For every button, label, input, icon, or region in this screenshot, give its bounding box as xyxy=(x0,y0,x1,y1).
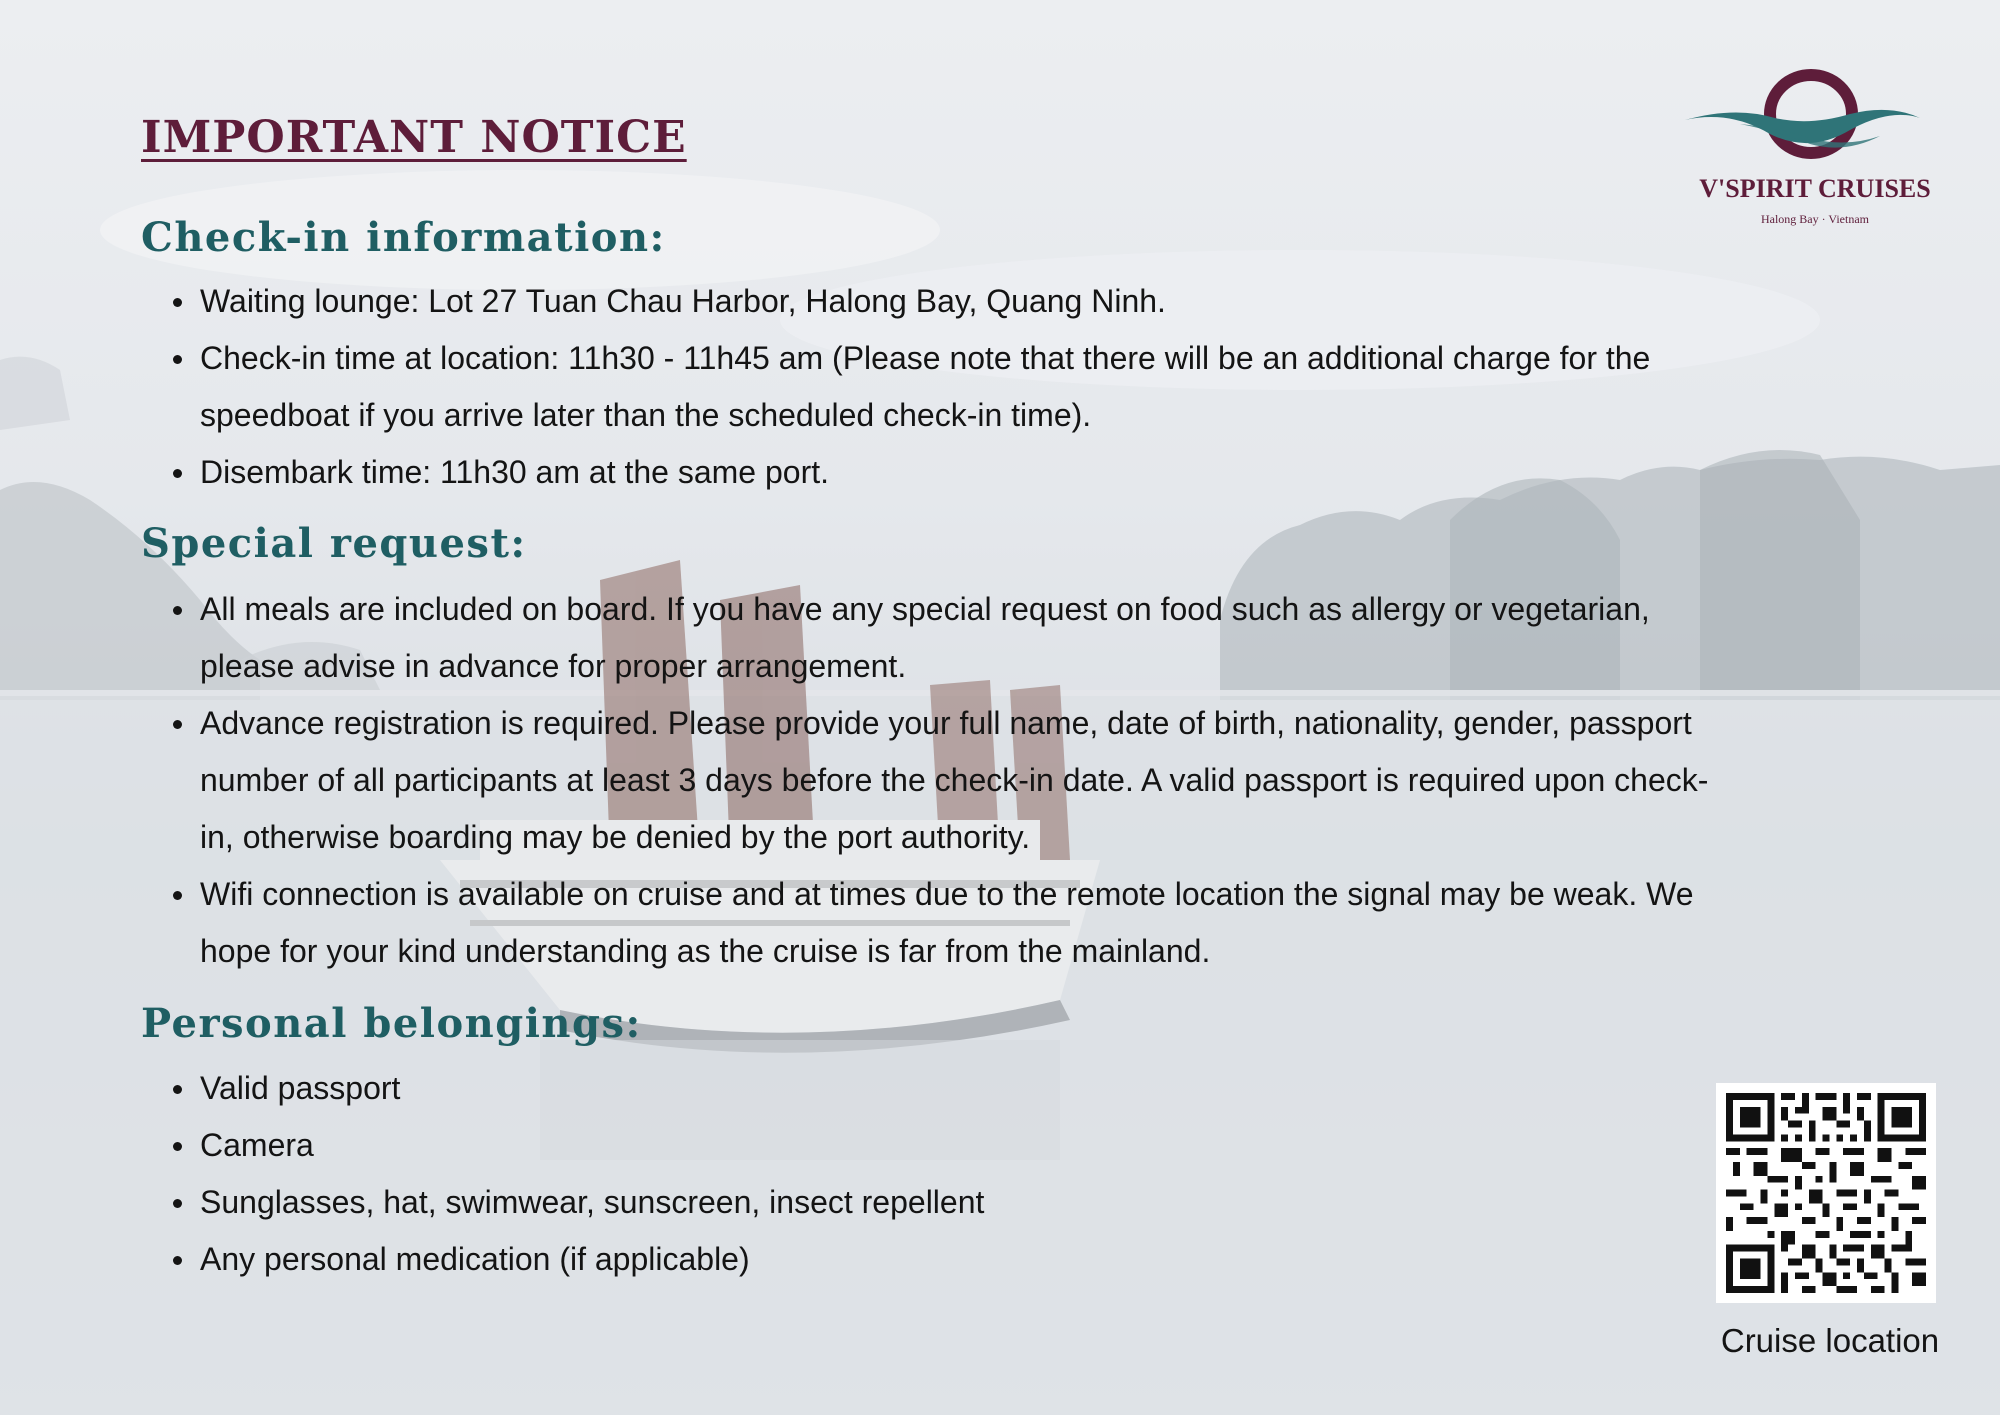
qr-code[interactable] xyxy=(1716,1083,1936,1303)
checkin-list xyxy=(170,273,1870,501)
brand-logo xyxy=(1680,62,1950,232)
list-item: Advance registration is required. Please provide your full name, date of birth, nationality, gender, passport number of all participants at least 3 days before the check-in date. A valid passport is required upon check-in, otherwise boarding may be denied by the port authority. xyxy=(170,695,1740,866)
list-item: Wifi connection is available on cruise and at times due to the remote location the signal may be weak. We hope for your kind understanding as the cruise is far from the mainland. xyxy=(170,866,1740,980)
list-item: All meals are included on board. If you have any special request on food such as allergy or vegetarian, please advise in advance for proper arrangement. xyxy=(170,581,1740,695)
belongings-section-title: Personal belongings: xyxy=(141,1000,642,1047)
special-section-title: Special request: xyxy=(141,520,527,567)
checkin-section-title: Check-in information: xyxy=(141,214,666,261)
list-item: Sunglasses, hat, swimwear, sunscreen, insect repellent xyxy=(170,1174,1870,1231)
notice-title: IMPORTANT NOTICE xyxy=(141,112,687,163)
list-item: Disembark time: 11h30 am at the same port. xyxy=(170,444,1870,501)
list-item: Waiting lounge: Lot 27 Tuan Chau Harbor, Halong Bay, Quang Ninh. xyxy=(170,273,1870,330)
logo-ring-wave-icon xyxy=(1680,62,1950,172)
brand-name: V'SPIRIT CRUISES xyxy=(1699,174,1931,203)
list-item: Valid passport xyxy=(170,1060,1870,1117)
brand-tagline: Halong Bay · Vietnam xyxy=(1760,212,1870,226)
special-list xyxy=(170,581,1870,980)
list-item: Camera xyxy=(170,1117,1870,1174)
list-item: Check-in time at location: 11h30 - 11h45 am (Please note that there will be an additional charge for the speedboat if you arrive later than the scheduled check-in time). xyxy=(170,330,1740,444)
belongings-list xyxy=(170,1060,1870,1288)
qr-code-icon xyxy=(1726,1093,1926,1293)
list-item: Any personal medication (if applicable) xyxy=(170,1231,1870,1288)
qr-caption: Cruise location xyxy=(1720,1322,1940,1359)
